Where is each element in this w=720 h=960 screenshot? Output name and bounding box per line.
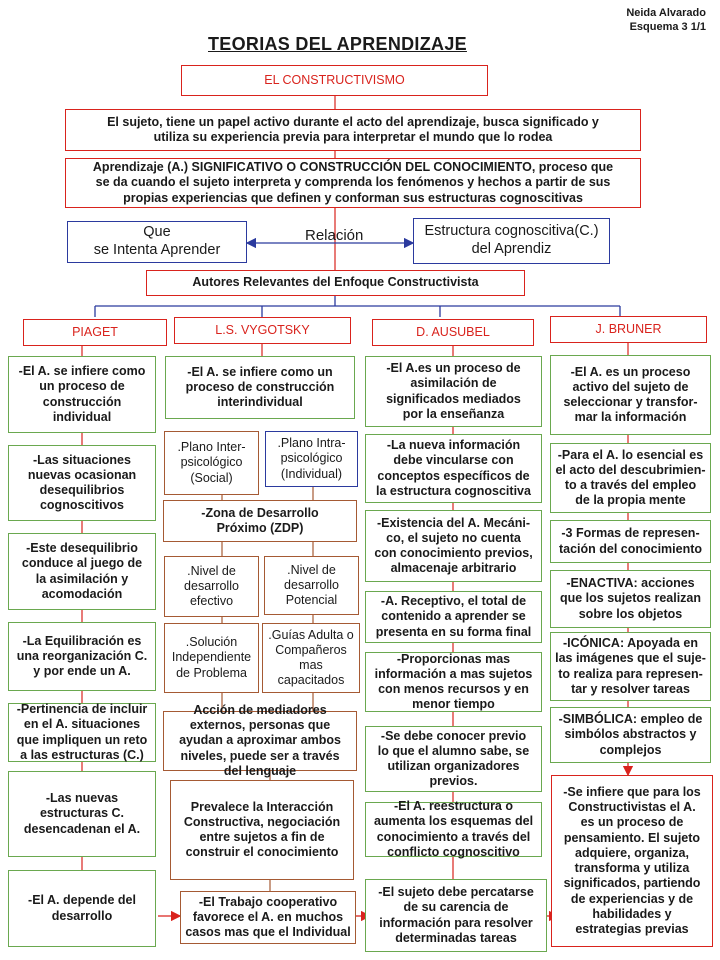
page-title: TEORIAS DEL APRENDIZAJE <box>208 34 467 54</box>
cognitive-structure-box: Estructura cognoscitiva(C.) del Aprendiz <box>413 218 610 264</box>
definition-box: El sujeto, tiene un papel activo durante el acto del aprendizaje, busca significado y utiliza su experiencia previa para interpretar el mundo que lo rodea <box>65 109 641 151</box>
relation-label: Relación <box>305 227 364 244</box>
guias-box: .Guías Adulta o Compañeros mas capacitados <box>262 623 360 693</box>
bruner-item-1: -El A. es un proceso activo del sujeto de seleccionar y transfor- mar la información <box>550 355 711 435</box>
solucion-box: .Solución Independiente de Problema <box>164 623 259 693</box>
nivel-potencial-box: .Nivel de desarrollo Potencial <box>264 556 359 615</box>
author-name: Neida Alvarado <box>626 7 706 19</box>
bruner-item-6: -SIMBÓLICA: empleo de simbólos abstractos y complejos <box>550 707 711 763</box>
plano-intra-box: .Plano Intra- psicológico (Individual) <box>265 431 358 487</box>
piaget-item-2: -Las situaciones nuevas ocasionan desequilibrios cognoscitivos <box>8 445 156 521</box>
authors-title-box: Autores Relevantes del Enfoque Constructivista <box>146 270 525 296</box>
page-number: Esquema 3 1/1 <box>629 21 706 34</box>
ausubel-item-6: -Se debe conocer previo lo que el alumno sabe, se utilizan organizadores previos. <box>365 726 542 792</box>
ausubel-item-5: -Proporcionas mas información a mas sujetos con menos recursos y en menor tiempo <box>365 652 542 712</box>
piaget-item-4: -La Equilibración es una reorganización C. y por ende un A. <box>8 622 156 691</box>
ausubel-item-3: -Existencia del A. Mecáni- co, el sujeto no cuenta con conocimiento previos, almacenaje arbitrario <box>365 510 542 582</box>
ausubel-item-8: -El sujeto debe percatarse de su carencia de información para resolver determinadas tareas <box>365 879 547 952</box>
plano-inter-box: .Plano Inter- psicológico (Social) <box>164 431 259 495</box>
concept-to-learn-box: Que se Intenta Aprender <box>67 221 247 263</box>
piaget-item-1: -El A. se infiere como un proceso de construcción individual <box>8 356 156 433</box>
ausubel-item-1: -El A.es un proceso de asimilación de significados mediados por la enseñanza <box>365 356 542 427</box>
author-vygotsky: L.S. VYGOTSKY <box>174 317 351 344</box>
piaget-item-5: -Pertinencia de incluir en el A. situaciones que impliquen un reto a las estructuras (C.) <box>8 703 156 762</box>
bruner-item-3: -3 Formas de represen- tación del conocimiento <box>550 520 711 563</box>
vygotsky-intro: -El A. se infiere como un proceso de construcción interindividual <box>165 356 355 419</box>
cooperativo-box: -El Trabajo cooperativo favorece el A. en muchos casos mas que el Individual <box>180 891 356 944</box>
nivel-efectivo-box: .Nivel de desarrollo efectivo <box>164 556 259 617</box>
zdp-box: -Zona de Desarrollo Próximo (ZDP) <box>163 500 357 542</box>
author-piaget: PIAGET <box>23 319 167 346</box>
piaget-item-6: -Las nuevas estructuras C. desencadenan el A. <box>8 771 156 857</box>
ausubel-item-7: -El A. reestructura o aumenta los esquemas del conocimiento a través del conflicto cognoscitivo <box>365 802 542 857</box>
header-info <box>626 6 706 35</box>
significant-learning-box: Aprendizaje (A.) SIGNIFICATIVO O CONSTRUCCIÓN DEL CONOCIMIENTO, proceso que se da cuando el sujeto interpreta y comprenda los fenómenos y hechos a partir de sus propias experiencias que definen y conforman sus estructuras cognoscitivas <box>65 158 641 208</box>
author-ausubel: D. AUSUBEL <box>372 319 534 346</box>
ausubel-item-2: -La nueva información debe vincularse con conceptos específicos de la estructura cognoscitiva <box>365 434 542 503</box>
interaccion-box: Prevalece la Interacción Constructiva, negociación entre sujetos a fin de construir el conocimiento <box>170 780 354 880</box>
bruner-item-2: -Para el A. lo esencial es el acto del descubrimien- to a través del empleo de la propia mente <box>550 443 711 513</box>
topic-box: EL CONSTRUCTIVISMO <box>181 65 488 96</box>
piaget-item-3: -Este desequilibrio conduce al juego de la asimilación y acomodación <box>8 533 156 610</box>
bruner-item-4: -ENACTIVA: acciones que los sujetos realizan sobre los objetos <box>550 570 711 628</box>
mediadores-box: Acción de mediadores externos, personas que ayudan a aproximar ambos niveles, puede ser a través del lenguaje <box>163 711 357 771</box>
bruner-conclusion: -Se infiere que para los Constructivistas el A. es un proceso de pensamiento. El sujeto adquiere, organiza, transforma y utiliza significados, partiendo de experiencias y de habilidades y estrategias previas <box>551 775 713 947</box>
ausubel-item-4: -A. Receptivo, el total de contenido a aprender se presenta en su forma final <box>365 591 542 643</box>
piaget-item-7: -El A. depende del desarrollo <box>8 870 156 947</box>
author-bruner: J. BRUNER <box>550 316 707 343</box>
bruner-item-5: -ICÓNICA: Apoyada en las imágenes que el suje- to realiza para represen- tar y resolver tareas <box>550 632 711 701</box>
